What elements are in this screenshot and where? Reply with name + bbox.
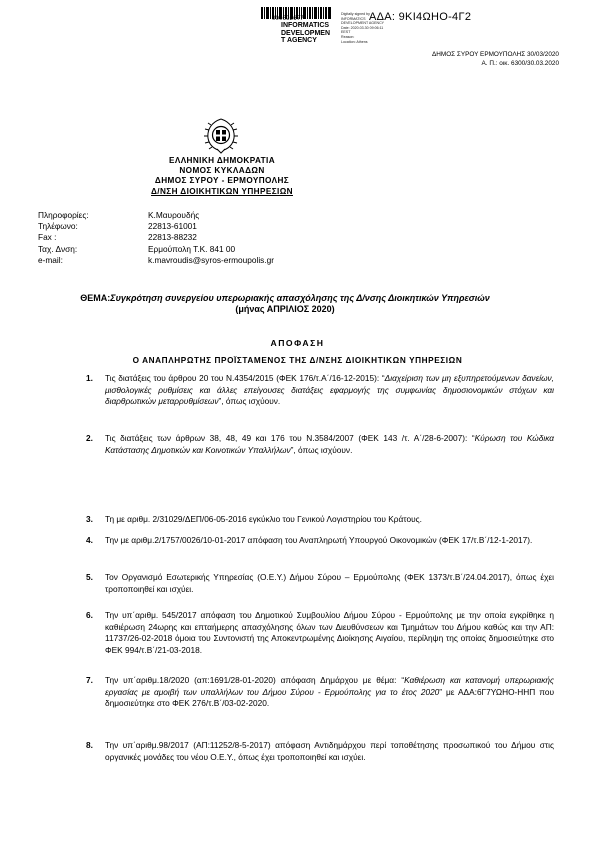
contact-label: Τηλέφωνο: bbox=[38, 221, 78, 232]
signature-line: Reason: bbox=[341, 34, 355, 39]
item-text-part: ”, όπως ισχύουν. bbox=[290, 444, 353, 455]
item-number: 2. bbox=[86, 433, 93, 443]
item-text bbox=[105, 572, 554, 595]
contact-value: Ερμούπολη Τ.Κ. 841 00 bbox=[148, 243, 236, 254]
item-text-part: Τη με αριθμ. 2/31029/ΔΕΠ/06-05-2016 εγκύκλιο του Γενικού Λογιστηρίου του Κράτους. bbox=[105, 514, 422, 524]
issuer-line: DEVELOPMEN bbox=[281, 29, 331, 37]
contact-label: Ταχ. Δνση: bbox=[38, 243, 78, 254]
contact-value: 22813-61001 bbox=[148, 221, 197, 232]
contact-row bbox=[38, 255, 274, 266]
item-number: 1. bbox=[86, 373, 93, 383]
barcode-number: 000692677 bbox=[272, 16, 304, 22]
protocol-stamp bbox=[389, 50, 559, 68]
contact-row bbox=[38, 232, 274, 243]
list-item bbox=[86, 514, 554, 526]
issuer-header bbox=[122, 156, 322, 197]
official-title: Ο ΑΝΑΠΛΗΡΩΤΗΣ ΠΡΟΪΣΤΑΜΕΝΟΣ ΤΗΣ Δ/ΝΣΗΣ ΔΙΟΙΚΗΤΙΚΩΝ ΥΠΗΡΕΣΙΩΝ bbox=[132, 356, 463, 365]
item-text-part: Τις διατάξεις των άρθρων 38, 48, 49 και 176 του Ν.3584/2007 (ΦΕΚ 143 /τ. Α΄/28-6-2007): “ bbox=[105, 433, 475, 443]
subject-label: ΘΕΜΑ: bbox=[80, 293, 111, 303]
contact-label: Πληροφορίες: bbox=[38, 210, 89, 220]
prefecture-line: ΝΟΜΟΣ ΚΥΚΛΑΔΩΝ bbox=[179, 166, 265, 176]
list-item bbox=[86, 535, 554, 547]
signature-line: DEVELOPMENT AGENCY bbox=[341, 21, 385, 26]
signature-line: INFORMATICS bbox=[341, 16, 366, 21]
item-text bbox=[105, 373, 554, 408]
list-item bbox=[86, 433, 554, 456]
list-item bbox=[86, 740, 554, 763]
item-text bbox=[105, 740, 554, 763]
item-text bbox=[105, 610, 554, 656]
item-text-part: ”, όπως ισχύουν. bbox=[218, 396, 281, 406]
contact-label: Fax : bbox=[38, 232, 57, 243]
greek-emblem-icon bbox=[201, 116, 241, 154]
subject bbox=[70, 293, 500, 315]
contact-row bbox=[38, 210, 274, 221]
signature-line: EEST bbox=[341, 30, 351, 35]
item-text-part: Την με αριθμ.2/1757/0026/10-01-2017 απόφαση του Αναπληρωτή Υπουργού Οικονομικών (ΦΕΚ 17/τ.Β΄/12-1-2017). bbox=[105, 535, 533, 545]
contact-value: 22813-88232 bbox=[148, 232, 197, 243]
item-text bbox=[105, 675, 554, 710]
contact-row bbox=[38, 244, 274, 255]
item-text-part: ” με ΑΔΑ:6Γ7ΥΩΗΟ-ΗΗΠ που δημοσιεύτηκε στο ΦΕΚ 276/τ.Β΄/03-02-2020. bbox=[105, 686, 554, 708]
contact-row bbox=[38, 221, 274, 232]
item-text-part: Την υπ΄αριθμ.98/2017 (ΑΠ:11252/8-5-2017) απόφαση Αντιδημάρχου περί τοποθέτησης προσωπικού του Δήμου στις οργανικές μονάδες του νέου Ο.Ε.Υ., όπως έχει τροποποιηθεί και ισχύει. bbox=[105, 740, 554, 762]
list-item bbox=[86, 675, 554, 710]
item-number: 8. bbox=[86, 740, 93, 750]
signature-line: Location: Athens bbox=[341, 39, 368, 44]
item-number: 5. bbox=[86, 572, 93, 582]
item-title: Καθιέρωση και κατανομή υπερωριακής εργασίας με αμοιβή των υπαλλήλων του Δήμου Σύρου - Ερμούπολης για το έτος 2020 bbox=[105, 675, 554, 697]
directorate-line: Δ/ΝΣΗ ΔΙΟΙΚΗΤΙΚΩΝ ΥΠΗΡΕΣΙΩΝ bbox=[151, 186, 293, 196]
issuer-line: T AGENCY bbox=[281, 37, 317, 44]
signature-issuer bbox=[281, 22, 330, 45]
signature-line: Date: 2020.03.30 09:06:11 bbox=[341, 25, 384, 30]
list-item bbox=[86, 610, 554, 656]
list-item bbox=[86, 373, 554, 408]
item-text bbox=[105, 514, 554, 526]
item-text-part: Τις διατάξεις του άρθρου 20 του Ν.4354/2015 (ΦΕΚ 176/τ.Α΄/16-12-2015): “ bbox=[105, 373, 385, 383]
item-text bbox=[105, 433, 554, 456]
item-title: Κύρωση του Κώδικα Κατάστασης Δημοτικών και Κοινοτικών Υπαλλήλων bbox=[105, 433, 554, 455]
item-text-part: Την υπ΄αριθμ.18/2020 (απ:1691/28-01-2020) απόφαση Δημάρχου με θέμα: “ bbox=[105, 675, 405, 685]
item-text-part: Τον Οργανισμό Εσωτερικής Υπηρεσίας (Ο.Ε.Υ.) Δήμου Σύρου – Ερμούπολης (ΦΕΚ 1373/τ.Β΄/24.04.2017), όπως έχει τροποποιηθεί και ισχύει. bbox=[105, 572, 554, 594]
country-line: ΕΛΛΗΝΙΚΗ ΔΗΜΟΚΡΑΤΙΑ bbox=[168, 156, 276, 165]
email-link[interactable]: k.mavroudis@syros-ermoupolis.gr bbox=[148, 254, 274, 265]
subject-month: (μήνας ΑΠΡΙΛΙΟΣ 2020) bbox=[235, 304, 335, 314]
signature-line: Digitally signed by bbox=[341, 12, 370, 16]
item-number: 4. bbox=[86, 535, 93, 545]
contact-details bbox=[38, 210, 274, 266]
item-number: 3. bbox=[86, 514, 93, 524]
item-text-part: Την υπ΄αριθμ. 545/2017 απόφαση του Δημοτικού Συμβουλίου Δήμου Σύρου - Ερμούπολης με την οποία εγκρίθηκε η καθιέρωση 24ωρης και επταήμερης απασχόλησης όλων των Διευθύνσεων και Τμημάτων του Δήμου καθώς και την ΑΠ: 11737/26-02-2018 όμοια του Συντονιστή της Αποκεντρωμένης Διοίκησης Αιγαίου, περίληψη της οποίας δημοσιεύτηκε στο ΦΕΚ 994/τ.Β΄/21-03-2018. bbox=[105, 610, 554, 655]
stamp-line: ΔΗΜΟΣ ΣΥΡΟΥ ΕΡΜΟΥΠΟΛΗΣ 30/03/2020 bbox=[431, 51, 559, 58]
decision-title: ΑΠΟΦΑΣΗ bbox=[270, 338, 325, 348]
stamp-line: Α. Π.: οικ. 6300/30.03.2020 bbox=[481, 60, 559, 67]
item-number: 6. bbox=[86, 610, 93, 620]
item-title: Διαχείριση των μη εξυπηρετούμενων δανείων, μισθολογικές ρυθμίσεις και άλλες επείγουσες διατάξεις εφαρμογής της συμφωνίας δημοσιονομικών στόχων και διαρθρωτικών μεταρρυθμίσεων bbox=[105, 373, 554, 406]
contact-value: Κ.Μαυρουδής bbox=[148, 210, 200, 220]
municipality-line: ΔΗΜΟΣ ΣΥΡΟΥ - ΕΡΜΟΥΠΟΛΗΣ bbox=[154, 176, 290, 186]
item-number: 7. bbox=[86, 675, 93, 685]
contact-label: e-mail: bbox=[38, 254, 63, 265]
issuer-line: INFORMATICS bbox=[281, 22, 330, 29]
list-item bbox=[86, 572, 554, 595]
ada-code: ΑΔΑ: 9ΚΙ4ΩΗΟ-4Γ2 bbox=[369, 11, 472, 23]
item-text bbox=[105, 535, 554, 547]
subject-text: Συγκρότηση συνεργείου υπερωριακής απασχόλησης της Δ/νσης Διοικητικών Υπηρεσιών bbox=[110, 293, 490, 303]
